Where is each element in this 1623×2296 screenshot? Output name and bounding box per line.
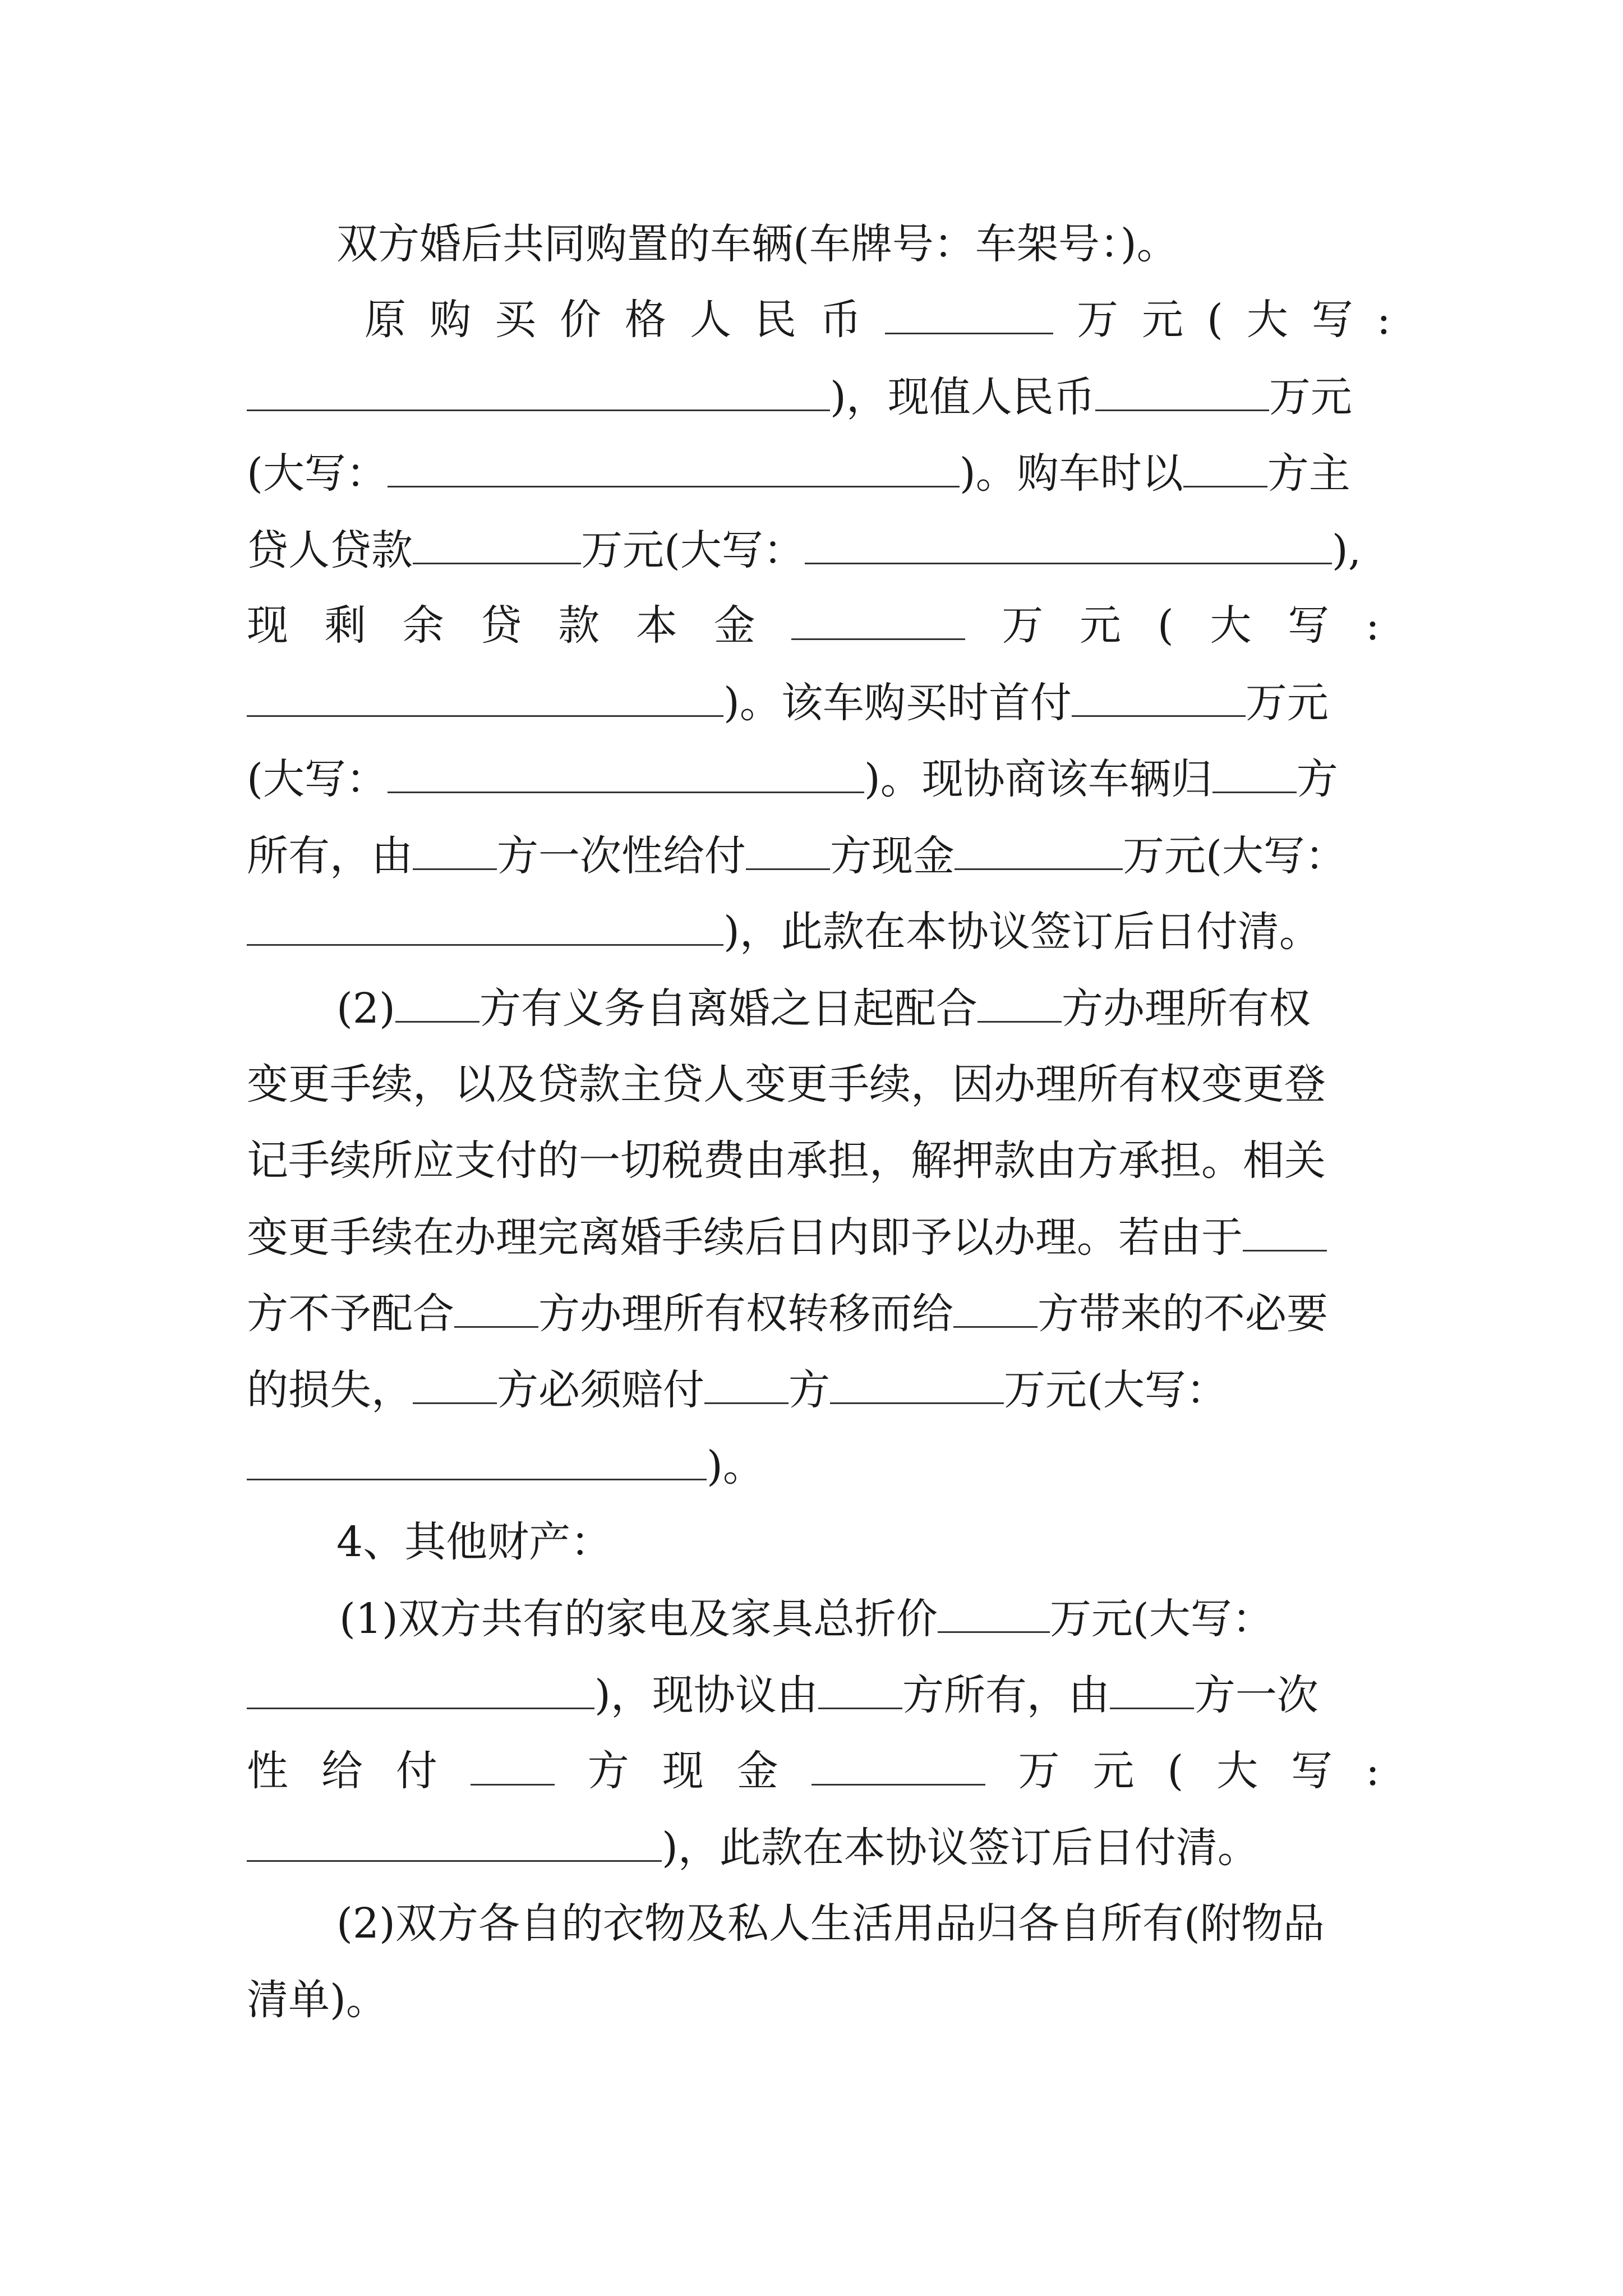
char: 原 <box>365 296 406 344</box>
blank-compensated-party[interactable] <box>704 1359 789 1404</box>
blank-remaining-loan[interactable] <box>791 595 965 640</box>
text: 万元(大写： <box>581 526 805 574</box>
line-personal-items <box>336 1893 1325 1954</box>
blank-current-value-words[interactable] <box>388 442 960 487</box>
char: 大 <box>1246 296 1288 344</box>
blank-cash-amount[interactable] <box>955 825 1123 870</box>
blank-appliance-value-words[interactable] <box>247 1664 594 1709</box>
blank-current-value[interactable] <box>1095 366 1269 411</box>
blank-loan-amount[interactable] <box>413 519 581 564</box>
char: 币 <box>820 296 861 344</box>
char: ( <box>1167 1747 1184 1795</box>
text: 方不予配合 <box>247 1290 454 1338</box>
line-purchase-price <box>365 289 1391 351</box>
text: )，现值人民币 <box>830 373 1095 421</box>
char: 余 <box>402 601 444 650</box>
blank-compensation-words[interactable] <box>247 1435 707 1480</box>
text: 清单)。 <box>247 1976 388 2024</box>
line-appliance-settle <box>247 1816 1259 1878</box>
line-compensation <box>247 1359 1228 1420</box>
text: 方办理所有权 <box>1061 984 1311 1033</box>
text: 万元(大写： <box>1123 832 1347 880</box>
char: 方 <box>587 1747 629 1795</box>
text: (1)双方共有的家电及家具总折价 <box>339 1595 938 1643</box>
char: 大 <box>1210 601 1252 650</box>
text: 变更手续在办理完离婚手续后日内即予以办理。若由于 <box>247 1213 1243 1262</box>
text: 变更手续，以及贷款主贷人变更手续，因办理所有权变更登 <box>247 1060 1326 1108</box>
text: 方所有，由 <box>902 1671 1110 1719</box>
text: 方办理所有权转移而给 <box>538 1290 953 1338</box>
blank-other-party[interactable] <box>978 977 1062 1023</box>
text: 万元(大写： <box>1049 1595 1274 1643</box>
text: 方必须赔付 <box>497 1366 704 1414</box>
text: 的损失， <box>247 1366 413 1414</box>
text: 4、其他财产： <box>336 1518 612 1566</box>
char: 现 <box>662 1747 704 1795</box>
line-item-2 <box>336 977 1311 1039</box>
text: 方 <box>1296 755 1338 803</box>
char: 金 <box>736 1747 778 1795</box>
blank-damaged-party[interactable] <box>953 1282 1038 1328</box>
blank-compensating-party[interactable] <box>413 1359 497 1404</box>
text: 方 <box>789 1366 830 1414</box>
blank-purchase-price[interactable] <box>885 289 1053 334</box>
blank-appliance-payer[interactable] <box>1110 1664 1194 1709</box>
line-deadline <box>247 1206 1327 1268</box>
char: 剩 <box>324 601 366 650</box>
text: )，此款在本协议签订后日付清。 <box>723 908 1321 956</box>
char: 万 <box>1018 1747 1060 1795</box>
blank-appliance-payee[interactable] <box>471 1740 555 1786</box>
char: 写 <box>1288 601 1330 650</box>
char: 元 <box>1080 601 1122 650</box>
blank-remaining-loan-words[interactable] <box>247 671 723 717</box>
text: 双方婚后共同购置的车辆(车牌号：车架号：)。 <box>336 220 1178 268</box>
line-noncooperation <box>247 1282 1328 1344</box>
blank-party[interactable] <box>1183 442 1267 487</box>
char: 现 <box>247 601 288 650</box>
line-appliance-owner <box>247 1664 1318 1726</box>
text: 方一次性给付 <box>497 832 746 880</box>
char: 元 <box>1142 296 1183 344</box>
text: 贷人贷款 <box>247 526 413 574</box>
char: 款 <box>558 601 600 650</box>
line-loan-amount <box>247 519 1361 581</box>
blank-cash-amount-words[interactable] <box>247 900 723 946</box>
blank-owner-party[interactable] <box>1212 748 1297 793</box>
char: 万 <box>1002 601 1044 650</box>
line-current-value <box>247 366 1352 427</box>
char: : <box>1366 601 1380 650</box>
line-down-payment <box>247 671 1329 733</box>
char: 大 <box>1216 1747 1258 1795</box>
text: )，此款在本协议签订后日付清。 <box>662 1824 1259 1872</box>
text: 方有义务自离婚之日起配合 <box>479 984 978 1033</box>
text: (大写： <box>247 755 388 803</box>
text: (大写： <box>247 449 388 498</box>
char: 给 <box>321 1747 363 1795</box>
line-payment <box>247 825 1347 886</box>
line-appliance-payment <box>247 1740 1380 1802</box>
char: 万 <box>1077 296 1118 344</box>
text: 方带来的不必要 <box>1038 1290 1328 1338</box>
char: : <box>1366 1747 1380 1795</box>
line-vehicle-intro <box>336 213 1178 275</box>
text: 万元(大写： <box>1004 1366 1228 1414</box>
line-compensation-words <box>247 1435 764 1497</box>
blank-compensation-amount[interactable] <box>830 1359 1004 1404</box>
char: 写 <box>1291 1747 1333 1795</box>
blank-appliance-value[interactable] <box>938 1588 1050 1633</box>
text: (2)双方各自的衣物及私人生活用品归各自所有(附物品 <box>336 1899 1325 1948</box>
char: 格 <box>625 296 666 344</box>
line-tax-fees <box>247 1130 1326 1191</box>
text: 方主 <box>1267 449 1350 498</box>
line-vehicle-ownership <box>247 748 1338 809</box>
line-remaining-loan <box>247 595 1380 656</box>
char: 性 <box>247 1747 288 1795</box>
text: ), <box>1331 526 1362 574</box>
text: )。购车时以 <box>959 449 1183 498</box>
blank-transfer-party[interactable] <box>454 1282 538 1328</box>
text: )，现协议由 <box>594 1671 818 1719</box>
char: ( <box>1157 601 1174 650</box>
text: )。 <box>707 1442 764 1490</box>
blank-loan-amount-words[interactable] <box>805 519 1332 564</box>
char: 价 <box>560 296 601 344</box>
line-appliances <box>339 1588 1274 1649</box>
line-item-list <box>247 1969 388 2031</box>
line-payment-settle <box>247 900 1321 962</box>
char: 买 <box>495 296 536 344</box>
char: 金 <box>713 601 755 650</box>
blank-noncooperating-party[interactable] <box>1243 1206 1327 1251</box>
blank-payer-party[interactable] <box>413 825 497 870</box>
char: 元 <box>1092 1747 1135 1795</box>
blank-down-payment-words[interactable] <box>388 748 864 793</box>
blank-payee-party[interactable] <box>746 825 830 870</box>
text: (2) <box>336 984 395 1033</box>
text: )。该车购买时首付 <box>723 679 1072 727</box>
text: 方一次 <box>1193 1671 1318 1719</box>
blank-appliance-cash[interactable] <box>811 1740 985 1786</box>
char: 本 <box>635 601 677 650</box>
line-loan-party <box>247 442 1350 504</box>
text: 万元 <box>1245 679 1329 727</box>
blank-obligated-party[interactable] <box>395 977 479 1023</box>
blank-appliance-owner[interactable] <box>818 1664 902 1709</box>
section-4-heading <box>336 1511 612 1573</box>
char: 写 <box>1311 296 1353 344</box>
text: 记手续所应支付的一切税费由承担，解押款由方承担。相关 <box>247 1137 1326 1185</box>
char: : <box>1376 296 1391 344</box>
line-transfer-procedures <box>247 1053 1326 1115</box>
blank-purchase-price-words[interactable] <box>247 366 830 411</box>
char: 人 <box>690 296 731 344</box>
blank-down-payment[interactable] <box>1072 671 1246 717</box>
char: ( <box>1207 296 1223 344</box>
char: 购 <box>430 296 471 344</box>
char: 民 <box>755 296 796 344</box>
blank-appliance-cash-words[interactable] <box>247 1816 662 1862</box>
text: 万元 <box>1269 373 1352 421</box>
char: 付 <box>395 1747 437 1795</box>
text: 所有，由 <box>247 832 413 880</box>
text: )。现协商该车辆归 <box>864 755 1212 803</box>
char: 贷 <box>480 601 522 650</box>
text: 方现金 <box>830 832 955 880</box>
